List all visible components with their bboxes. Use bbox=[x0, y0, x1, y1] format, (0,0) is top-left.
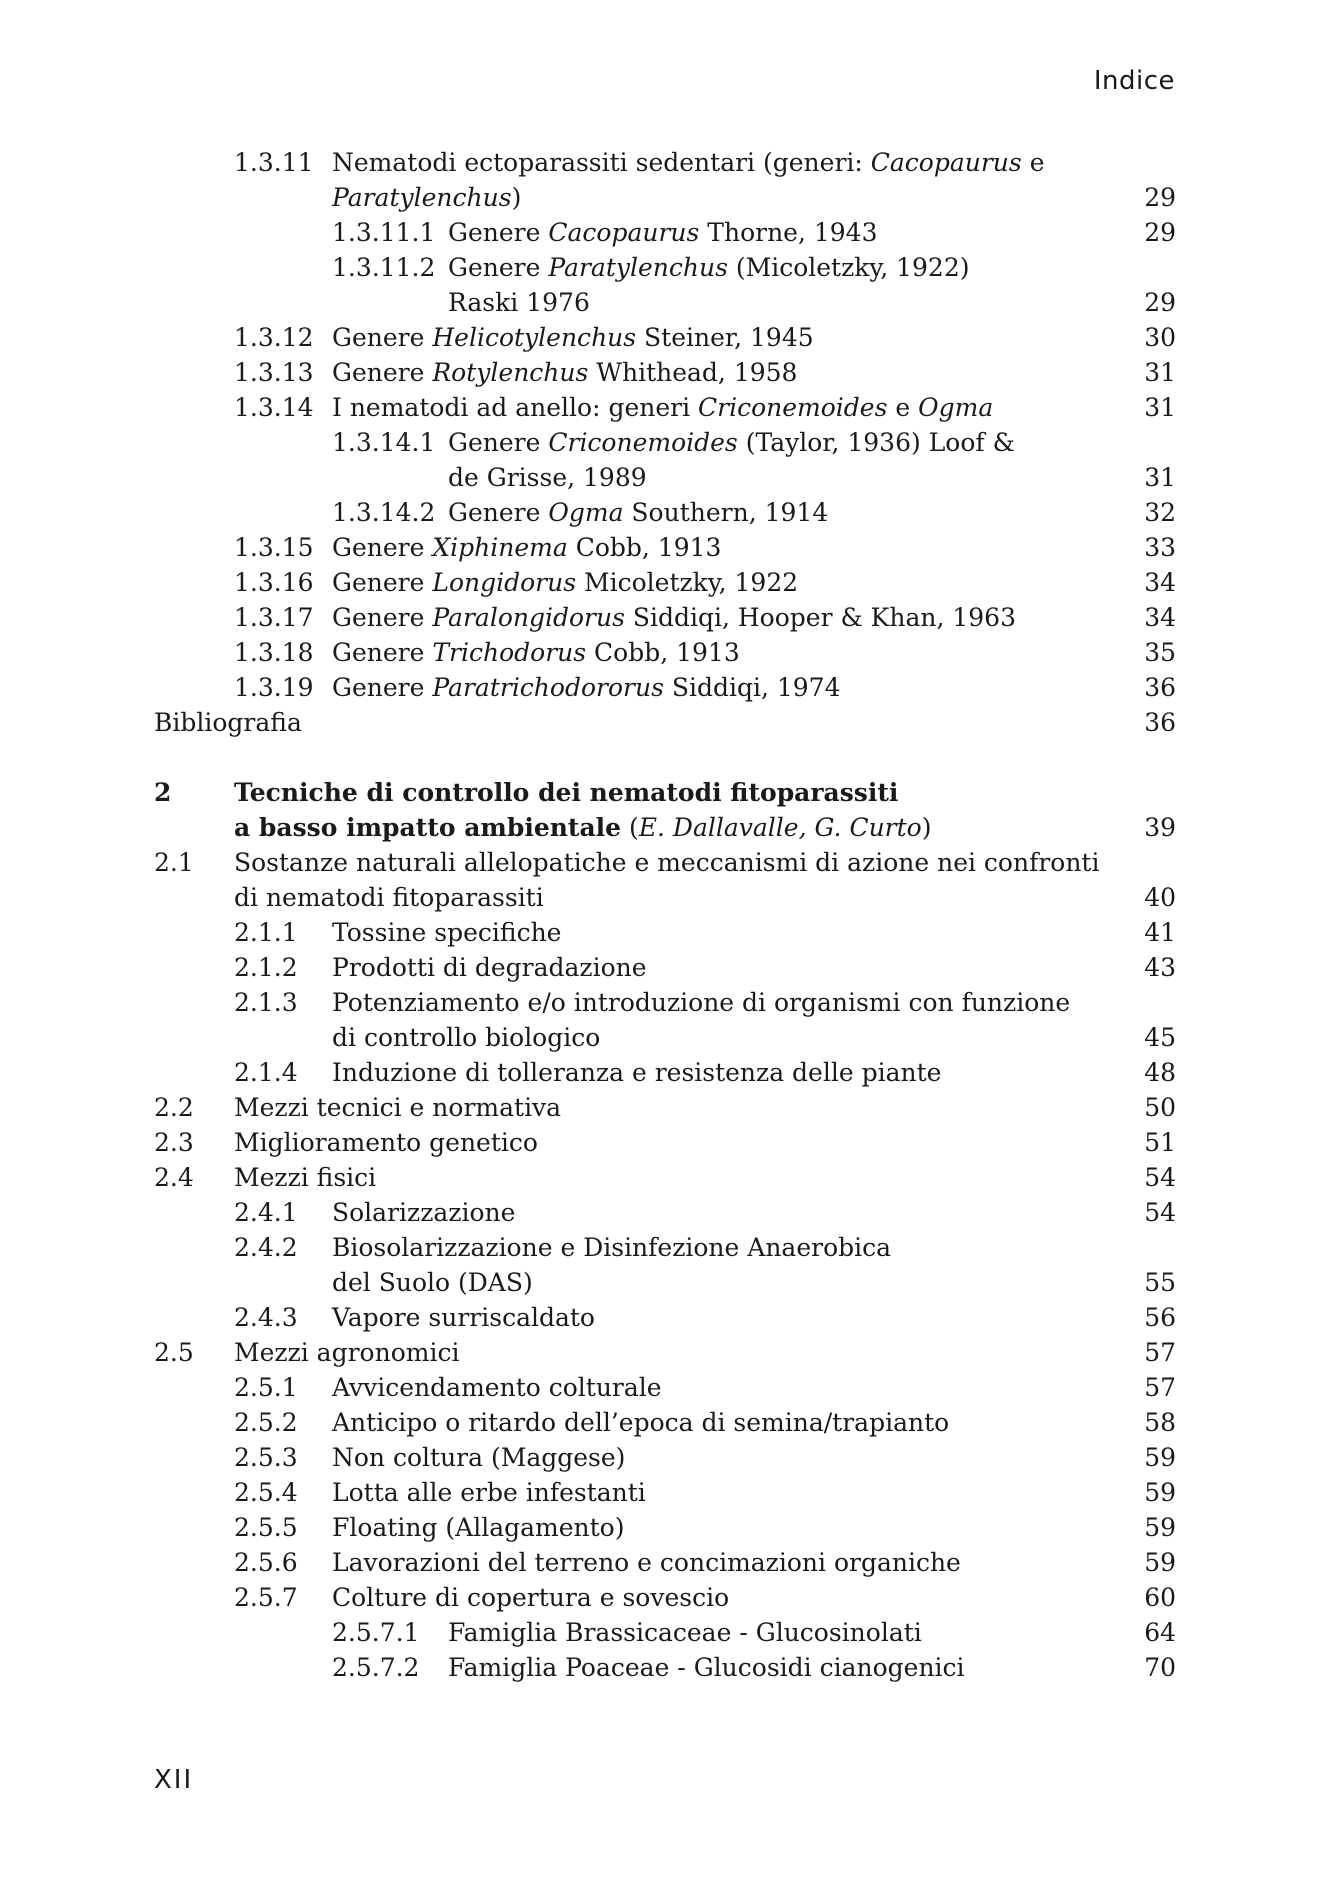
toc-entry bbox=[0, 495, 1336, 530]
toc-entry-number: 1.3.11.1 bbox=[332, 218, 436, 247]
toc-entry bbox=[0, 320, 1336, 355]
toc-entry-page: 43 bbox=[1144, 953, 1176, 982]
toc-entry-number: 2.1.1 bbox=[234, 918, 298, 947]
toc-entry-number: 1.3.18 bbox=[234, 638, 314, 667]
toc-entry-number: 2.1 bbox=[154, 848, 194, 877]
toc-entry-page: 45 bbox=[1144, 1023, 1176, 1052]
toc-entry-page: 54 bbox=[1144, 1198, 1176, 1227]
toc-entry-number: 2.4.2 bbox=[234, 1233, 298, 1262]
toc-entry bbox=[0, 1090, 1336, 1125]
toc-entry-page: 48 bbox=[1144, 1058, 1176, 1087]
toc-entry bbox=[0, 1230, 1336, 1265]
page-number: XII bbox=[154, 1765, 194, 1795]
toc-entry-number: 2.2 bbox=[154, 1093, 194, 1122]
toc-entry bbox=[0, 670, 1336, 705]
toc-entry-title: Genere Ogma Southern, 1914 bbox=[448, 498, 829, 527]
toc-entry bbox=[0, 530, 1336, 565]
toc-entry bbox=[0, 180, 1336, 215]
toc-entry-title: Bibliografia bbox=[154, 708, 302, 737]
toc-entry-number: 2.5.3 bbox=[234, 1443, 298, 1472]
toc-entry bbox=[0, 1160, 1336, 1195]
toc-entry bbox=[0, 1335, 1336, 1370]
toc-entry-number: 2.5.5 bbox=[234, 1513, 298, 1542]
toc-entry-title: Genere Criconemoides (Taylor, 1936) Loof & bbox=[448, 428, 1015, 457]
toc-entry-title: Colture di copertura e sovescio bbox=[332, 1583, 730, 1612]
toc-entry bbox=[0, 1300, 1336, 1335]
toc-entry-number: 2.5 bbox=[154, 1338, 194, 1367]
toc-entry-title: Genere Paratylenchus (Micoletzky, 1922) bbox=[448, 253, 970, 282]
toc-entry-number: 1.3.13 bbox=[234, 358, 314, 387]
toc-entry-page: 29 bbox=[1144, 218, 1176, 247]
toc-entry bbox=[0, 705, 1336, 740]
toc-entry-title: Miglioramento genetico bbox=[234, 1128, 538, 1157]
toc-entry-number: 2.5.2 bbox=[234, 1408, 298, 1437]
toc-entry-number: 2.5.4 bbox=[234, 1478, 298, 1507]
toc-entry bbox=[0, 565, 1336, 600]
toc-entry-page: 70 bbox=[1144, 1653, 1176, 1682]
toc-entry bbox=[0, 1125, 1336, 1160]
toc-entry-number: 2.5.1 bbox=[234, 1373, 298, 1402]
toc-entry-number: 2 bbox=[154, 778, 172, 807]
toc-entry-title: del Suolo (DAS) bbox=[332, 1268, 533, 1297]
toc-entry-title: Mezzi agronomici bbox=[234, 1338, 460, 1367]
toc-entry bbox=[0, 1405, 1336, 1440]
toc-entry-page: 29 bbox=[1144, 288, 1176, 317]
toc-entry-page: 41 bbox=[1144, 918, 1176, 947]
toc-entry bbox=[0, 285, 1336, 320]
toc-entry bbox=[0, 215, 1336, 250]
toc-entry bbox=[0, 1545, 1336, 1580]
toc-entry-page: 36 bbox=[1144, 708, 1176, 737]
toc-entry bbox=[0, 145, 1336, 180]
toc-entry bbox=[0, 600, 1336, 635]
toc-entry-page: 59 bbox=[1144, 1478, 1176, 1507]
toc-entry-number: 1.3.16 bbox=[234, 568, 314, 597]
toc-entry-page: 59 bbox=[1144, 1513, 1176, 1542]
toc-entry-page: 39 bbox=[1144, 813, 1176, 842]
toc-entry-title: Genere Xiphinema Cobb, 1913 bbox=[332, 533, 722, 562]
toc-entry-number: 2.4.1 bbox=[234, 1198, 298, 1227]
toc-entry bbox=[0, 1195, 1336, 1230]
toc-entry-title: Genere Rotylenchus Whithead, 1958 bbox=[332, 358, 798, 387]
toc-entry-title: Anticipo o ritardo dell’epoca di semina/trapianto bbox=[332, 1408, 950, 1437]
toc-entry-number: 2.4.3 bbox=[234, 1303, 298, 1332]
toc-entry-page: 35 bbox=[1144, 638, 1176, 667]
toc-entry bbox=[0, 390, 1336, 425]
toc-entry-page: 55 bbox=[1144, 1268, 1176, 1297]
toc-entry-number: 1.3.14 bbox=[234, 393, 314, 422]
toc-entry-title: Tecniche di controllo dei nematodi fitoparassiti bbox=[234, 778, 899, 807]
toc-entry-title: Genere Paratrichodororus Siddiqi, 1974 bbox=[332, 673, 841, 702]
toc-entry-number: 1.3.11.2 bbox=[332, 253, 436, 282]
toc-entry-title: Genere Cacopaurus Thorne, 1943 bbox=[448, 218, 878, 247]
toc-entry bbox=[0, 950, 1336, 985]
toc-entry-page: 59 bbox=[1144, 1548, 1176, 1577]
toc-entry-title: Solarizzazione bbox=[332, 1198, 516, 1227]
toc-entry-number: 2.5.7.2 bbox=[332, 1653, 420, 1682]
toc-entry-number: 1.3.14.1 bbox=[332, 428, 436, 457]
toc-entry-page: 34 bbox=[1144, 603, 1176, 632]
toc-entry bbox=[0, 460, 1336, 495]
toc-entry bbox=[0, 1650, 1336, 1685]
toc-entry-number: 2.1.4 bbox=[234, 1058, 298, 1087]
toc-entry-page: 36 bbox=[1144, 673, 1176, 702]
toc-entry-page: 56 bbox=[1144, 1303, 1176, 1332]
toc-entry-title: Famiglia Poaceae - Glucosidi cianogenici bbox=[448, 1653, 965, 1682]
toc-entry-page: 57 bbox=[1144, 1338, 1176, 1367]
toc-entry-title: I nematodi ad anello: generi Criconemoides e Ogma bbox=[332, 393, 994, 422]
toc-entry-page: 57 bbox=[1144, 1373, 1176, 1402]
toc-entry-title: Prodotti di degradazione bbox=[332, 953, 647, 982]
toc-entry-title: di controllo biologico bbox=[332, 1023, 601, 1052]
toc-entry-title: Genere Trichodorus Cobb, 1913 bbox=[332, 638, 740, 667]
toc-entry bbox=[0, 1020, 1336, 1055]
toc-entry bbox=[0, 1615, 1336, 1650]
toc-entry-page: 31 bbox=[1144, 393, 1176, 422]
toc-entry-title: Vapore surriscaldato bbox=[332, 1303, 595, 1332]
toc-entry-number: 1.3.14.2 bbox=[332, 498, 436, 527]
toc-entry-number: 2.4 bbox=[154, 1163, 194, 1192]
toc-entry-title: Induzione di tolleranza e resistenza delle piante bbox=[332, 1058, 942, 1087]
toc-entry-number: 2.1.2 bbox=[234, 953, 298, 982]
toc-entry bbox=[0, 1055, 1336, 1090]
toc-entry bbox=[0, 250, 1336, 285]
toc-entry-page: 54 bbox=[1144, 1163, 1176, 1192]
toc-entry bbox=[0, 985, 1336, 1020]
toc-entry-page: 34 bbox=[1144, 568, 1176, 597]
toc-entry-number: 1.3.19 bbox=[234, 673, 314, 702]
toc-entry-page: 51 bbox=[1144, 1128, 1176, 1157]
toc-entry bbox=[0, 880, 1336, 915]
toc-entry bbox=[0, 915, 1336, 950]
toc-entry-page: 50 bbox=[1144, 1093, 1176, 1122]
toc-entry-title: di nematodi fitoparassiti bbox=[234, 883, 544, 912]
toc-entry-title: Tossine specifiche bbox=[332, 918, 562, 947]
toc-entry-number: 2.3 bbox=[154, 1128, 194, 1157]
toc-entry-page: 29 bbox=[1144, 183, 1176, 212]
toc-entry bbox=[0, 845, 1336, 880]
toc-entry bbox=[0, 1580, 1336, 1615]
toc-entry-title: Mezzi fisici bbox=[234, 1163, 377, 1192]
toc-entry-page: 64 bbox=[1144, 1618, 1176, 1647]
toc-entry-number: 1.3.12 bbox=[234, 323, 314, 352]
toc-entry-title: Lavorazioni del terreno e concimazioni organiche bbox=[332, 1548, 961, 1577]
toc-entry-number: 2.5.7 bbox=[234, 1583, 298, 1612]
toc-entry-number: 1.3.17 bbox=[234, 603, 314, 632]
toc-entry-number: 2.5.7.1 bbox=[332, 1618, 420, 1647]
toc-entry-number: 1.3.15 bbox=[234, 533, 314, 562]
toc-entry-title: Floating (Allagamento) bbox=[332, 1513, 625, 1542]
toc-entry-title: Potenziamento e/o introduzione di organismi con funzione bbox=[332, 988, 1071, 1017]
toc-entry bbox=[0, 425, 1336, 460]
toc-chapter-heading bbox=[0, 775, 1336, 810]
toc-entry-title: Mezzi tecnici e normativa bbox=[234, 1093, 562, 1122]
toc-entry-title: Raski 1976 bbox=[448, 288, 590, 317]
toc-entry-page: 32 bbox=[1144, 498, 1176, 527]
toc-entry bbox=[0, 635, 1336, 670]
toc-entry-page: 31 bbox=[1144, 358, 1176, 387]
toc-entry-title: Avvicendamento colturale bbox=[332, 1373, 662, 1402]
toc-entry bbox=[0, 355, 1336, 390]
toc-entry-number: 2.1.3 bbox=[234, 988, 298, 1017]
toc-entry-page: 31 bbox=[1144, 463, 1176, 492]
toc-entry-title: Paratylenchus) bbox=[332, 183, 522, 212]
toc-chapter-heading bbox=[0, 810, 1336, 845]
toc-entry-title: Non coltura (Maggese) bbox=[332, 1443, 626, 1472]
toc-entry-title: Biosolarizzazione e Disinfezione Anaerobica bbox=[332, 1233, 892, 1262]
toc-entry bbox=[0, 1440, 1336, 1475]
toc-entry-title: Genere Paralongidorus Siddiqi, Hooper & Khan, 1963 bbox=[332, 603, 1016, 632]
toc-entry-title: a basso impatto ambientale (E. Dallavalle, G. Curto) bbox=[234, 813, 932, 842]
toc-entry-title: Sostanze naturali allelopatiche e meccanismi di azione nei confronti bbox=[234, 848, 1100, 877]
toc-entry-title: Lotta alle erbe infestanti bbox=[332, 1478, 646, 1507]
toc-entry-number: 2.5.6 bbox=[234, 1548, 298, 1577]
toc-entry-title: Nematodi ectoparassiti sedentari (generi: Cacopaurus e bbox=[332, 148, 1045, 177]
running-header: Indice bbox=[1093, 66, 1175, 96]
toc-entry-title: Famiglia Brassicaceae - Glucosinolati bbox=[448, 1618, 922, 1647]
toc-entry-page: 58 bbox=[1144, 1408, 1176, 1437]
toc-entry-title: Genere Helicotylenchus Steiner, 1945 bbox=[332, 323, 814, 352]
toc-entry-page: 59 bbox=[1144, 1443, 1176, 1472]
toc-entry-page: 30 bbox=[1144, 323, 1176, 352]
toc-entry bbox=[0, 1265, 1336, 1300]
toc-entry bbox=[0, 1510, 1336, 1545]
toc-entry-page: 33 bbox=[1144, 533, 1176, 562]
toc-entry-title: Genere Longidorus Micoletzky, 1922 bbox=[332, 568, 799, 597]
toc-entry-page: 60 bbox=[1144, 1583, 1176, 1612]
toc-entry-title: de Grisse, 1989 bbox=[448, 463, 647, 492]
toc-entry-page: 40 bbox=[1144, 883, 1176, 912]
toc-entry bbox=[0, 1475, 1336, 1510]
toc-entry bbox=[0, 1370, 1336, 1405]
toc-entry-number: 1.3.11 bbox=[234, 148, 314, 177]
